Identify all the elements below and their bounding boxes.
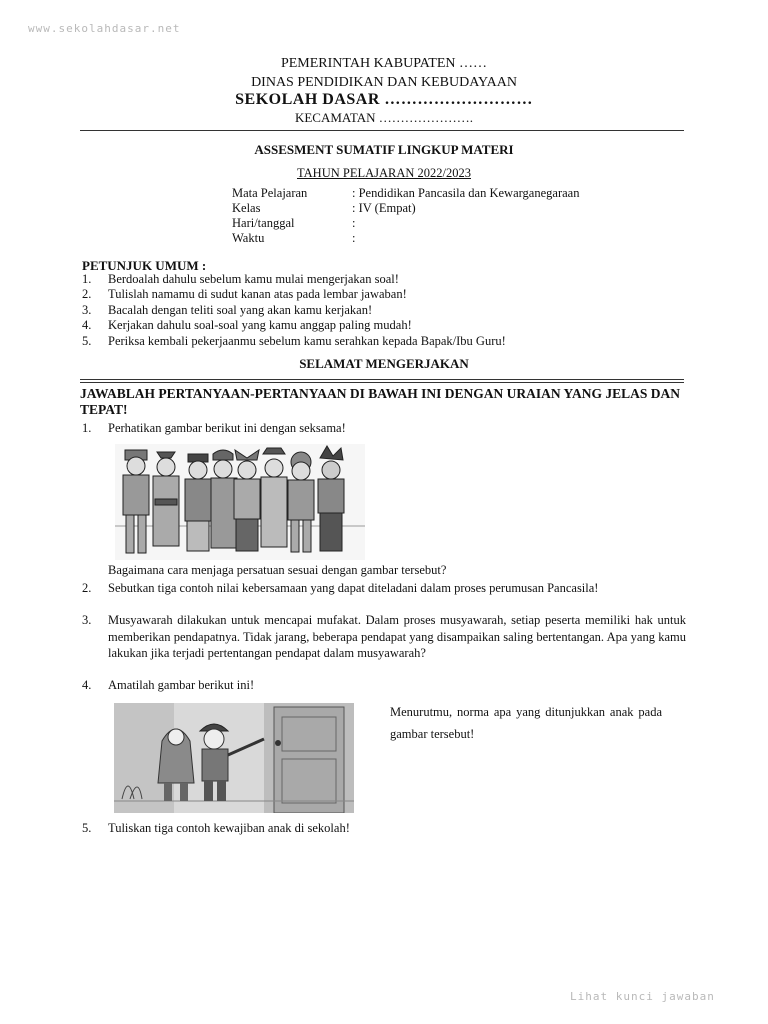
children-traditional-costumes-icon bbox=[115, 444, 365, 560]
question-text: Amatilah gambar berikut ini! bbox=[108, 678, 255, 692]
children-at-door-image bbox=[114, 703, 354, 813]
question-5 bbox=[82, 820, 686, 837]
item-number: 5. bbox=[82, 333, 92, 348]
instructions-list bbox=[82, 272, 506, 349]
costume-children-image bbox=[115, 444, 365, 560]
section-divider-1 bbox=[80, 379, 684, 380]
meta-value: : bbox=[352, 216, 356, 230]
question-text: Tuliskan tiga contoh kewajiban anak di sekolah! bbox=[108, 821, 350, 835]
question-3 bbox=[82, 612, 686, 662]
item-text: Kerjakan dahulu soal-soal yang kamu anggap paling mudah! bbox=[108, 318, 412, 333]
instructions-heading: PETUNJUK UMUM : bbox=[82, 258, 207, 273]
header-district: KECAMATAN …………………. bbox=[294, 110, 474, 125]
question-number: 4. bbox=[82, 678, 92, 692]
question-number: 5. bbox=[82, 821, 92, 835]
greeting: SELAMAT MENGERJAKAN bbox=[299, 356, 469, 371]
meta-key: Kelas bbox=[232, 201, 261, 215]
instruction-item bbox=[82, 287, 506, 302]
item-text: Tulislah namamu di sudut kanan atas pada lembar jawaban! bbox=[108, 287, 407, 302]
question-4 bbox=[82, 677, 686, 694]
header-department: DINAS PENDIDIKAN DAN KEBUDAYAAN bbox=[251, 75, 517, 90]
section-heading: JAWABLAH PERTANYAAN-PERTANYAAN DI BAWAH INI DENGAN URAIAN YANG JELAS DAN TEPAT! bbox=[80, 386, 680, 417]
question-number: 2. bbox=[82, 581, 92, 595]
instruction-item bbox=[82, 334, 506, 349]
question-text: Perhatikan gambar berikut ini dengan seksama! bbox=[108, 421, 346, 435]
section-divider-2 bbox=[80, 382, 684, 383]
question-number: 1. bbox=[82, 421, 92, 435]
item-number: 2. bbox=[82, 287, 92, 302]
assessment-title: ASSESMENT SUMATIF LINGKUP MATERI bbox=[254, 142, 514, 157]
item-number: 4. bbox=[82, 318, 92, 333]
question-1 bbox=[82, 420, 686, 437]
instruction-item bbox=[82, 272, 506, 287]
instruction-item bbox=[82, 318, 506, 333]
meta-value: : IV (Empat) bbox=[352, 201, 416, 215]
item-number: 1. bbox=[82, 272, 92, 286]
meta-key: Waktu bbox=[232, 231, 265, 245]
question-2 bbox=[82, 580, 686, 597]
question-text: Musyawarah dilakukan untuk mencapai mufakat. Dalam proses musyawarah, setiap peserta memiliki hak untuk memberikan pendapatnya. Tidak jarang, beberapa pendapat yang disampaikan saling bertentangan. Apa yang kamu lakukan jika terjadi pertentangan pendapat dalam musyawarah? bbox=[108, 613, 686, 660]
meta-key: Mata Pelajaran bbox=[232, 186, 308, 200]
header-divider bbox=[80, 130, 684, 131]
item-text: Berdoalah dahulu sebelum kamu mulai mengerjakan soal! bbox=[108, 272, 399, 286]
header-government: PEMERINTAH KABUPATEN …… bbox=[280, 56, 488, 71]
question-4-side-text: Menurutmu, norma apa yang ditunjukkan anak pada gambar tersebut! bbox=[390, 705, 662, 741]
header-school: SEKOLAH DASAR ……………………… bbox=[235, 91, 533, 108]
item-text: Periksa kembali pekerjaanmu sebelum kamu serahkan kepada Bapak/Ibu Guru! bbox=[108, 333, 506, 348]
item-number: 3. bbox=[82, 302, 92, 317]
item-text: Bacalah dengan teliti soal yang akan kamu kerjakan! bbox=[108, 302, 373, 317]
children-knocking-door-icon bbox=[114, 703, 354, 813]
watermark-bottom[interactable]: Lihat kunci jawaban bbox=[570, 990, 715, 1003]
question-text: Sebutkan tiga contoh nilai kebersamaan yang dapat diteladani dalam proses perumusan Pancasila! bbox=[108, 581, 599, 595]
academic-year: TAHUN PELAJARAN 2022/2023 bbox=[297, 166, 471, 180]
instruction-item bbox=[82, 303, 506, 318]
question-1-followup: Bagaimana cara menjaga persatuan sesuai dengan gambar tersebut? bbox=[108, 563, 447, 577]
watermark-top: www.sekolahdasar.net bbox=[28, 22, 181, 35]
meta-key: Hari/tanggal bbox=[232, 216, 295, 230]
meta-value: : bbox=[352, 231, 356, 245]
question-number: 3. bbox=[82, 613, 92, 627]
meta-value: : Pendidikan Pancasila dan Kewarganegaraan bbox=[352, 186, 580, 200]
year-wrap bbox=[0, 164, 768, 182]
